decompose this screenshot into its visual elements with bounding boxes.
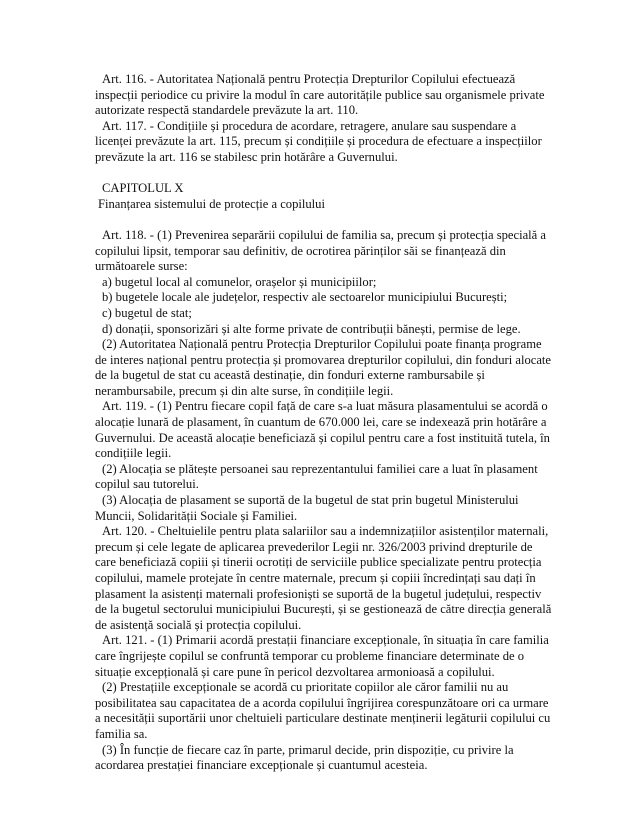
article-120: Art. 120. - Cheltuielile pentru plata salariilor sau a indemnizațiilor asistenților maternali, precum și cele legate de aplicarea prevederilor Legii nr. 326/2003 privind drepturile de care beneficiază copiii și tinerii ocrotiți de serviciile publice specializate pentru protecția copilului, mamele protejate în centre maternale, precum și copiii încredințați sau dați în plasament la asistenți maternali profesioniști se suportă de la bugetul județului, respectiv de la bugetul sectorului municipiului București, și se gestionează de către direcția generală de asistență socială și protecția copilului.	[95, 524, 552, 632]
spacer	[95, 212, 555, 228]
article-119-paragraph-2: (2) Alocația se plătește persoanei sau reprezentantului familiei care a luat în plasament copilul sau tutorelui.	[95, 461, 538, 492]
article-118-paragraph-1: Art. 118. - (1) Prevenirea separării copilului de familia sa, precum și protecția specială a copilului lipsit, temporar sau definitiv, de ocrotirea părinților săi se finanțează din următoarele surse:	[95, 227, 546, 274]
chapter-title: CAPITOLUL X	[102, 181, 184, 196]
chapter-subtitle: Finanțarea sistemului de protecție a copilului	[98, 196, 325, 211]
document-page	[95, 72, 555, 774]
article-119-paragraph-3: (3) Alocația de plasament se suportă de la bugetul de stat prin bugetul Ministerului Muncii, Solidarității Sociale și Familiei.	[95, 493, 519, 523]
article-117: Art. 117. - Condițiile și procedura de acordare, retragere, anulare sau suspendare a licenței prevăzute la art. 115, precum și condițiile și procedura de efectuare a inspecțiilor prevăzute la art. 116 se stabilesc prin hotărâre a Guvernului.	[95, 118, 542, 164]
spacer	[95, 166, 555, 182]
article-116: Art. 116. - Autoritatea Națională pentru Protecția Drepturilor Copilului efectuează inspecții periodice cu privire la modul în care autoritățile publice sau organismele private autorizate respectă standardele prevăzute la art. 110.	[95, 72, 545, 118]
article-121-paragraph-3: (3) În funcție de fiecare caz în parte, primarul decide, prin dispoziție, cu privire la acordarea prestației financiare excepționale și cuantumul acesteia.	[95, 742, 514, 773]
article-118-item-c: c) bugetul de stat;	[102, 305, 192, 320]
article-119-paragraph-1: Art. 119. - (1) Pentru fiecare copil față de care s-a luat măsura plasamentului se acordă o alocație lunară de plasament, în cuantum de 670.000 lei, care se indexează prin hotărâre a Guvernului. De această alocație beneficiază și copilul pentru care a fost instituită tutela, în condițiile legii.	[95, 399, 550, 461]
article-118-item-b: b) bugetele locale ale județelor, respectiv ale sectoarelor municipiului București;	[102, 290, 508, 305]
article-121-paragraph-2: (2) Prestațiile excepționale se acordă cu prioritate copiilor ale căror familii nu au posibilitatea sau capacitatea de a acorda copilului îngrijirea corespunzătoare ori ca urmare a necesității suportării unor cheltuieli particulare destinate menținerii legăturii copilului cu familia sa.	[95, 680, 551, 741]
article-121-paragraph-1: Art. 121. - (1) Primarii acordă prestații financiare excepționale, în situația în care familia care îngrijește copilul se confruntă temporar cu probleme financiare determinate de o situație excepțională și care pune în pericol dezvoltarea armonioasă a copilului.	[95, 633, 549, 679]
article-118-paragraph-2: (2) Autoritatea Națională pentru Protecția Drepturilor Copilului poate finanța programe de interes național pentru protecția și promovarea drepturilor copilului, din fonduri alocate de la bugetul de stat cu această destinație, din fonduri externe rambursabile și nerambursabile, precum și din alte surse, în condițiile legii.	[95, 337, 552, 398]
article-118-item-d: d) donații, sponsorizări și alte forme private de contribuții bănești, permise de lege.	[102, 321, 521, 336]
article-118-item-a: a) bugetul local al comunelor, orașelor și municipiilor;	[102, 274, 377, 289]
